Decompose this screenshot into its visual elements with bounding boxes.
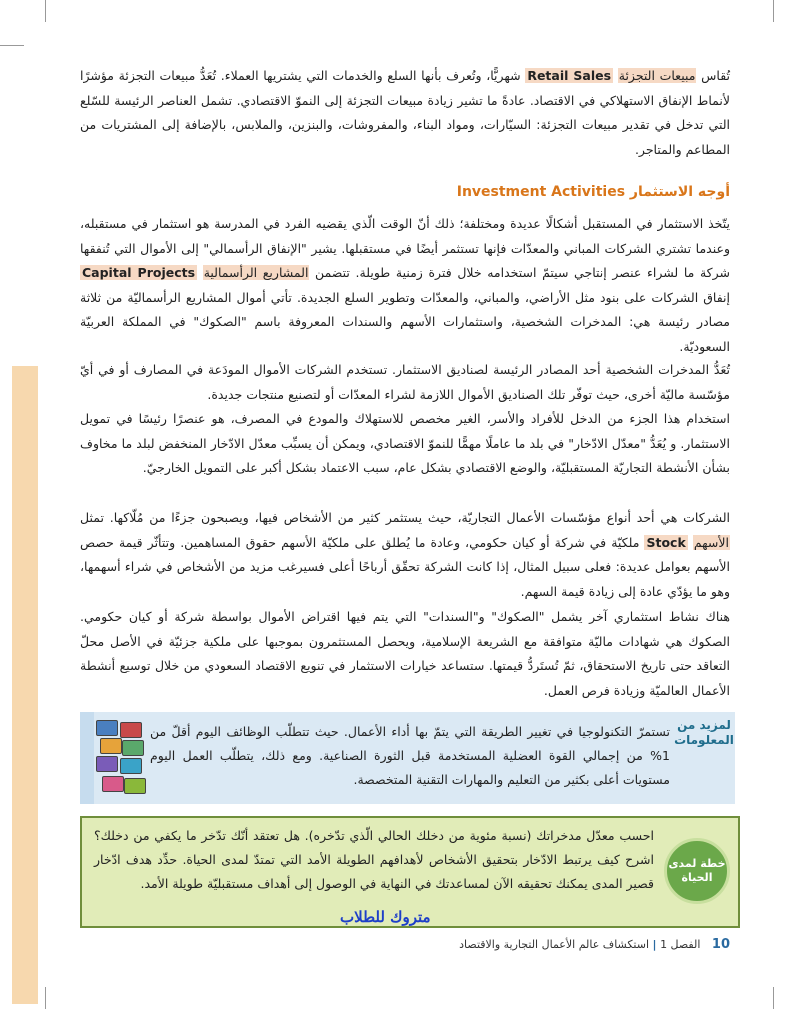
savings-paragraph: تُعَدُّ المدخرات الشخصية أحد المصادر الرئيسة لصناديق الاستثمار. تستخدم الشركات الأموال المودَعة في المصارف أو في أيّ مؤسّسة ماليّة أخرى، حيث توفّر تلك الصناديق الأموال اللازمة لشراء المعدّات أو لتصنيع منتجات جديدة. xyxy=(80,362,730,402)
handwritten-answer: متروك للطلاب xyxy=(340,908,431,926)
sukuk-paragraph: هناك نشاط استثماري آخر يشمل "الصكوك" و"السندات" التي يتم فيها اقتراض الأموال بواسطة شركة أو كيان حكومي. الصكوك هي شهادات ماليّة متوافقة مع الشريعة الإسلامية، ويحصل المستثمرون بموجبها على ملكية جزئيّة في الأصل محلّ التعاقد حتى تاريخ الاستحقاق، ثمّ تُستَردُّ قيمتها. ستساعد خيارات الاستثمار في تنويع الاقتصاد السعودي من خلال توسيع أنشطة الأعمال العالميّة وزيادة فرص العمل. xyxy=(80,609,730,698)
stock-paragraph: الشركات هي أحد أنواع مؤسّسات الأعمال التجاريّة، حيث يستثمر كثير من الأشخاص فيها، ويصبحون جزءًا من مُلّاكها. تمثل الأسهم Stock ملكيّة في شركة أو كيان حكومي، وعادة ما يُطلق على ملكيّة الأسهم حقوق المساهمين. وتتأثّر قيمة حصص الأسهم بعوامل عديدة: فعلى سبيل المثال، إذا كانت الشركة تحقّق أرباحًا أعلى فسيرغب مزيد من الأشخاص في شراء أسهمها، وهو ما يؤدّي عادة إلى زيادة قيمة السهم. xyxy=(80,510,730,599)
tv-stack-icon xyxy=(96,720,144,796)
life-plan-badge: خطة لمدى الحياة xyxy=(664,838,730,904)
life-plan-text: احسب معدّل مدخراتك (نسبة مئوية من دخلك الحالي الّذي تدّخره). هل تعتقد أنّك تدّخر ما يكفي من دخلك؟ اشرح كيف يرتبط الادّخار بتحقيق الأشخاص لأهدافهم الطويلة الأمد التي تمتدّ لمدى الحياة. حدِّد هدف ادّخار قصير المدى يمكنك تحقيقه الآن لمساعدتك في النهاية في الوصول إلى أهداف مستقبليّة طويلة الأمد. xyxy=(94,828,654,891)
footer-separator: | xyxy=(652,938,657,951)
side-decoration-bar xyxy=(12,366,38,1004)
more-info-label: لمزيد من المعلومات xyxy=(674,718,734,747)
page-footer xyxy=(459,937,730,952)
crop-mark xyxy=(45,0,46,22)
capital-projects-term: المشاريع الرأسمالية xyxy=(203,265,309,280)
section-heading: أوجه الاستثمار Investment Activities xyxy=(456,184,730,200)
page-number: 10 xyxy=(711,937,730,952)
retail-sales-english: Retail Sales xyxy=(527,68,612,83)
crop-mark xyxy=(773,987,774,1009)
crop-mark xyxy=(0,45,24,46)
crop-mark xyxy=(773,0,774,22)
stock-english: Stock xyxy=(646,534,686,550)
retail-sales-paragraph: تُقاس مبيعات التجزئة Retail Sales شهريًّا، وتُعرف بأنها السلع والخدمات التي يشتريها العملاء. تُعَدُّ مبيعات التجزئة مؤشرًا لأنماط الإنفاق الاستهلاكي في الاقتصاد. عادةً ما تشير زيادة مبيعات التجزئة إلى النموّ الاقتصادي. تشمل العناصر الرئيسة للسّلع التي تدخل في تقدير مبيعات التجزئة: السيّارات، ومواد البناء، والمفروشات، والبنزين، والملابس، بالإضافة إلى المشتريات من المطاعم والمتاجر. xyxy=(80,68,730,157)
more-info-box xyxy=(80,712,735,804)
crop-mark xyxy=(45,987,46,1009)
capital-projects-english: Capital Projects xyxy=(82,265,196,280)
saving-rate-paragraph: استخدام هذا الجزء من الدخل للأفراد والأسر، الغير مخصص للاستهلاك والمودع في المصرف، هو عنصرًا رئيسًا في تمويل الاستثمار. و يُعَدُّ "معدّل الادّخار" في بلد ما عاملًا مهمًّا للنموّ الاقتصادي، ويمكن أن يسبِّب معدّل الادّخار المنخفض لبلد ما مخاوف بشأن الأنشطة التجاريّة المستقبليّة، والوضع الاقتصادي بشكل عام، سبب الاعتماد بشكل أكبر على التمويل الخارجيّ. xyxy=(80,411,730,475)
investment-paragraph: يتّخذ الاستثمار في المستقبل أشكالًا عديدة ومختلفة؛ ذلك أنّ الوقت الّذي يقضيه الفرد في المدرسة هو استثمار في مستقبله، وعندما تشتري الشركات المباني والمعدّات فإنها تستثمر أيضًا في مستقبلها. يشير "الإنفاق الرأسمالي" إلى الأموال التي تُنفقها شركة ما لشراء عنصر إنتاجي سيتمّ استخدامه خلال فترة زمنية طويلة. تتضمن المشاريع الرأسمالية Capital Projects إنفاق الشركات على بنود مثل الأراضي، والمباني، والمعدّات وتطوير السلع الجديدة. تأتي أموال المشاريع الرأسماليّة من ثلاثة مصادر رئيسة هي: المدخرات الشخصية، واستثمارات الأسهم والسندات المعروفة باسم "الصكوك" في المملكة العربيّة السعوديّة. xyxy=(80,216,730,354)
more-info-text: تستمرّ التكنولوجيا في تغيير الطريقة التي يتمّ بها أداء الأعمال. حيث تتطلّب الوظائف اليوم أقلّ من 1% من إجمالي القوة العضلية المستخدمة قبل الثورة الصناعية. ومع ذلك، يتطلّب العمل اليوم مستويات أعلى بكثير من التعليم والمهارات التقنية المتخصصة. xyxy=(150,724,670,787)
retail-sales-term: مبيعات التجزئة xyxy=(618,68,696,83)
stock-term: الأسهم xyxy=(693,534,729,550)
chapter-label: الفصل 1 xyxy=(660,938,701,951)
chapter-title: استكشاف عالم الأعمال التجارية والاقتصاد xyxy=(459,938,650,951)
